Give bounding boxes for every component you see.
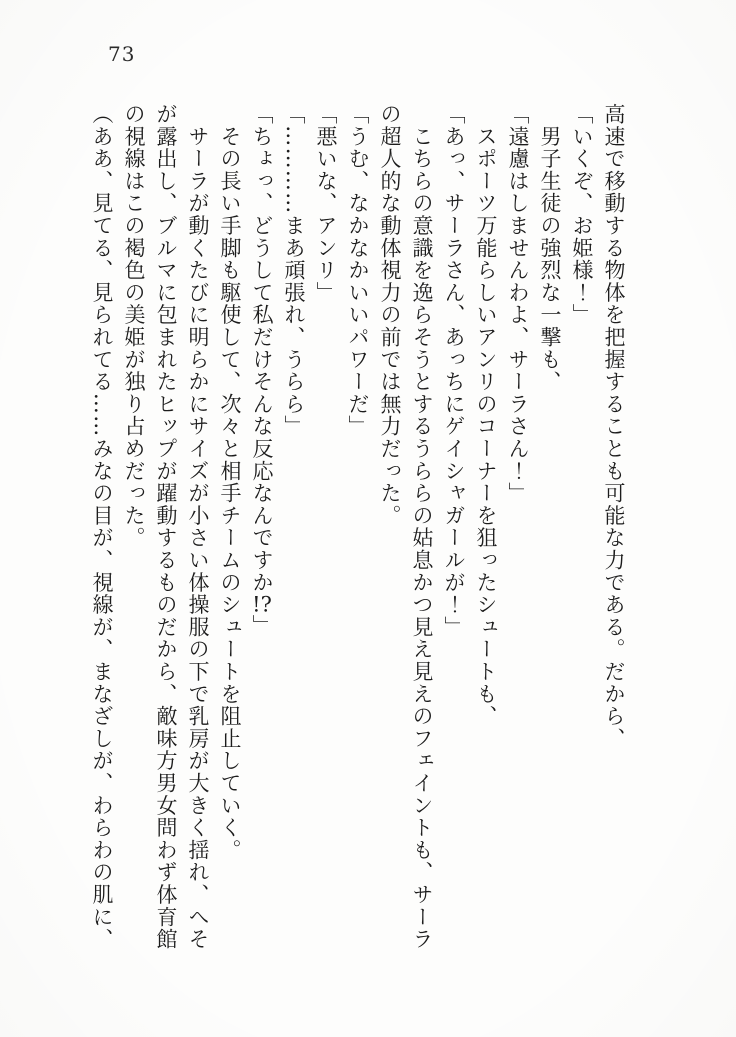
text-line-3: 男子生徒の強烈な一撃も、 (538, 103, 562, 393)
text-line-6: 「あっ、サーラさん、あっちにゲイシャガールが！」 (442, 103, 466, 639)
page-number: 73 (108, 42, 136, 66)
text-line-7: こちらの意識を逸らそうとするうららの姑息かつ見え見えのフェイントも、サーラ (410, 103, 434, 951)
text-line-10: 「悪いな、アンリ」 (314, 103, 338, 304)
text-line-2: 「いくぞ、お姫様！」 (570, 103, 594, 326)
text-line-12: 「ちょっ、どうして私だけそんな反応なんですか!?」 (250, 103, 274, 637)
text-line-11: 「…………まあ頑張れ、うらら」 (282, 103, 306, 438)
text-line-1: 高速で移動する物体を把握することも可能な力である。だから、 (602, 103, 626, 750)
text-line-5: スポーツ万能らしいアンリのコーナーを狙ったシュートも、 (474, 103, 498, 728)
text-line-16: の視線はこの褐色の美姫が独り占めだった。 (122, 103, 146, 549)
text-line-15: が露出し、ブルマに包まれたヒップが躍動するものだから、敵味方男女問わず体育館 (154, 103, 178, 951)
exclamation-question-mark: !? (252, 593, 272, 615)
text-line-4: 「遠慮はしませんわよ、サーラさん！」 (506, 103, 530, 505)
text-line-9: 「うむ、なかなかいいパワーだ」 (346, 103, 370, 438)
text-line-8: の超人的な動体視力の前では無力だった。 (378, 103, 402, 527)
vertical-text-block (86, 103, 630, 961)
text-line-17: （ああ、見てる、見られてる……みなの目が、視線が、まなざしが、わらわの肌に、 (90, 103, 114, 951)
text-line-13: その長い手脚も駆使して、次々と相手チームのシュートを阻止していく。 (218, 103, 242, 862)
text-line-14: サーラが動くたびに明らかにサイズが小さい体操服の下で乳房が大きく揺れ、へそ (186, 103, 210, 951)
